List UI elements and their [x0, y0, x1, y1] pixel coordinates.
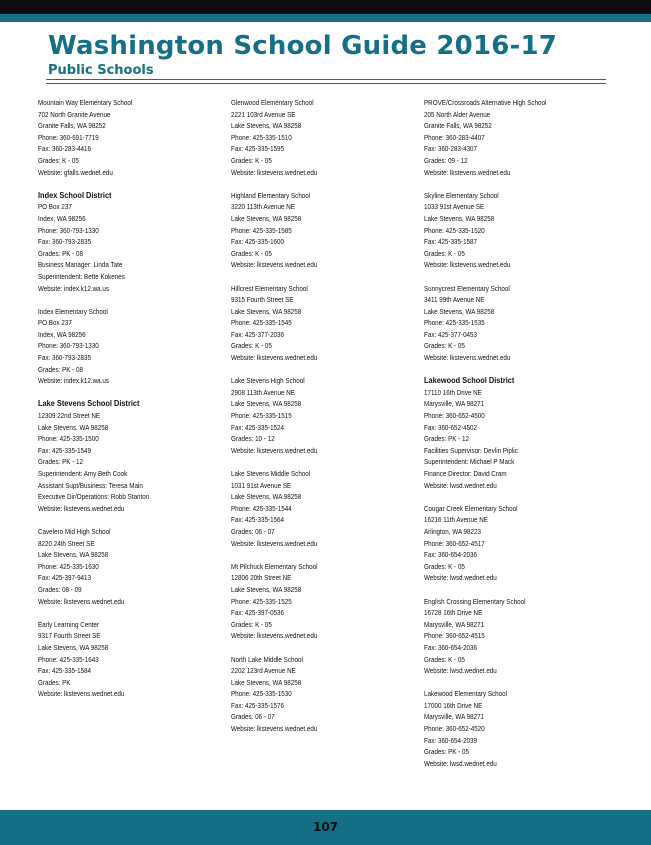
school-name: Lakewood Elementary School	[424, 689, 508, 699]
city-line: Index, WA 98256	[38, 213, 86, 223]
city-line: Lake Stevens, WA 98258	[424, 306, 495, 316]
school-name: Cougar Creek Elementary School	[424, 503, 518, 513]
phone-line: Phone: 360-793-1330	[38, 341, 99, 351]
grades-line: Grades: K - 05	[424, 248, 465, 258]
fax-line: Fax: 360-283-4416	[38, 144, 92, 154]
school-name: Index Elementary School	[38, 306, 108, 316]
address-line: 17110 16th Drive NE	[424, 387, 482, 397]
entry-line: Facilities Supervisor: Devlin Piplic	[424, 445, 518, 455]
school-entry	[424, 97, 614, 178]
website-line: Website: lkstevens.wednet.edu	[38, 689, 125, 699]
city-line: Lake Stevens, WA 98258	[38, 550, 109, 560]
phone-line: Phone: 360-793-1330	[38, 225, 99, 235]
fax-line: Fax: 425-335-1549	[38, 445, 92, 455]
phone-line: Phone: 360-283-4407	[424, 132, 485, 142]
grades-line: Grades: PK - 08	[38, 248, 84, 258]
website-line: Website: lwsd.wednet.edu	[424, 480, 497, 490]
grades-line: Grades: K - 05	[231, 155, 272, 165]
fax-line: Fax: 425-335-1576	[231, 700, 285, 710]
school-entry	[38, 619, 228, 700]
phone-line: Phone: 425-335-1510	[231, 132, 292, 142]
school-name: Glenwood Elementary School	[231, 98, 314, 107]
phone-line: Phone: 360-652-4515	[424, 631, 485, 641]
address-line: PO Box 237	[38, 202, 72, 212]
school-name: English Crossing Elementary School	[424, 596, 526, 606]
school-entry	[38, 97, 228, 178]
school-entry	[38, 306, 228, 387]
address-line: 702 North Granite Avenue	[38, 109, 111, 119]
address-line: 17000 16th Drive NE	[424, 700, 483, 710]
address-line: 205 North Alder Avenue	[424, 109, 491, 119]
fax-line: Fax: 425-335-1524	[231, 422, 285, 432]
phone-line: Phone: 360-691-7719	[38, 132, 99, 142]
city-line: Granite Falls, WA 98252	[38, 121, 106, 131]
grades-line: Grades: PK - 12	[38, 457, 84, 467]
address-line: PO Box 237	[38, 318, 72, 328]
grades-line: Grades: 10 - 12	[231, 434, 275, 444]
fax-line: Fax: 425-335-1587	[424, 237, 478, 247]
website-line: Website: lkstevens.wednet.edu	[231, 167, 318, 177]
address-line: 16728 16th Drive NE	[424, 608, 483, 618]
address-line: 8220 24th Street SE	[38, 538, 95, 548]
school-entry	[424, 596, 614, 677]
grades-line: Grades: K - 05	[424, 341, 465, 351]
city-line: Marysville, WA 98271	[424, 399, 485, 409]
school-entry	[231, 190, 421, 271]
address-line: 9315 Fourth Street SE	[231, 295, 294, 305]
phone-line: Phone: 425-335-1545	[231, 318, 292, 328]
grades-line: Grades: PK - 08	[38, 364, 84, 374]
school-entry	[231, 468, 421, 549]
address-line: 16216 11th Avenue NE	[424, 515, 488, 525]
phone-line: Phone: 425-335-1630	[38, 561, 99, 571]
website-line: Website: lkstevens.wednet.edu	[231, 724, 318, 734]
phone-line: Phone: 425-335-1643	[38, 654, 99, 664]
page-number: 107	[312, 820, 339, 834]
header-rule-bottom	[46, 83, 606, 84]
grades-line: Grades: K - 05	[231, 248, 272, 258]
grades-line: Grades: K - 05	[424, 561, 465, 571]
phone-line: Phone: 360-652-4517	[424, 538, 485, 548]
grades-line: Grades: 08 - 09	[38, 584, 82, 594]
city-line: Lake Stevens, WA 98258	[38, 642, 109, 652]
district-name: Lake Stevens School District	[38, 398, 140, 409]
fax-line: Fax: 360-654-2039	[424, 735, 478, 745]
website-line: Website: lkstevens.wednet.edu	[231, 631, 318, 641]
fax-line: Fax: 425-335-1564	[231, 515, 285, 525]
city-line: Lake Stevens, WA 98258	[424, 213, 495, 223]
address-line: 2221 103rd Avenue SE	[231, 109, 296, 119]
header-rule-top	[46, 79, 606, 80]
grades-line: Grades: K - 05	[424, 654, 465, 664]
website-line: Website: lkstevens.wednet.edu	[38, 503, 125, 513]
address-line: 12309 22nd Street NE	[38, 411, 101, 421]
website-line: Website: lwsd.wednet.edu	[424, 666, 497, 676]
listing-column-3	[424, 97, 614, 781]
school-name: Mt Pilchuck Elementary School	[231, 561, 318, 571]
address-line: 2202 123rd Avenue NE	[231, 666, 296, 676]
grades-line: Grades: PK - 12	[424, 434, 470, 444]
top-accent-bar	[0, 14, 651, 22]
city-line: Lake Stevens, WA 98258	[231, 492, 302, 502]
website-line: Website: lkstevens.wednet.edu	[231, 538, 318, 548]
district-name: Index School District	[38, 189, 112, 200]
school-name: Mountain Way Elementary School	[38, 98, 133, 107]
school-entry	[231, 654, 421, 735]
phone-line: Phone: 425-335-1525	[231, 596, 292, 606]
city-line: Index, WA 98256	[38, 329, 86, 339]
city-line: Lake Stevens, WA 98258	[231, 121, 302, 131]
city-line: Lake Stevens, WA 98258	[231, 213, 302, 223]
school-name: Hillcrest Elementary School	[231, 283, 308, 293]
address-line: 3411 99th Avenue NE	[424, 295, 485, 305]
phone-line: Phone: 360-652-4500	[424, 411, 485, 421]
website-line: Website: gfalls.wednet.edu	[38, 167, 113, 177]
top-black-bar	[0, 0, 651, 14]
school-name: Early Learning Center	[38, 619, 100, 629]
fax-line: Fax: 360-654-2036	[424, 550, 478, 560]
city-line: Lake Stevens, WA 98258	[231, 399, 302, 409]
school-name: North Lake Middle School	[231, 654, 303, 664]
city-line: Arlington, WA 98223	[424, 526, 481, 536]
city-line: Lake Stevens, WA 98258	[231, 306, 302, 316]
fax-line: Fax: 360-793-2835	[38, 353, 92, 363]
city-line: Lake Stevens, WA 98258	[231, 584, 302, 594]
school-entry	[424, 503, 614, 584]
address-line: 12806 20th Street NE	[231, 573, 292, 583]
school-name: Highland Elementary School	[231, 190, 311, 200]
phone-line: Phone: 425-335-1535	[424, 318, 485, 328]
website-line: Website: lkstevens.wednet.edu	[424, 353, 511, 363]
fax-line: Fax: 425-335-1595	[231, 144, 285, 154]
grades-line: Grades: 06 - 07	[231, 712, 275, 722]
school-entry	[231, 375, 421, 456]
fax-line: Fax: 425-335-1600	[231, 237, 285, 247]
fax-line: Fax: 425-377-0453	[424, 329, 478, 339]
phone-line: Phone: 425-335-1515	[231, 411, 292, 421]
grades-line: Grades: K - 05	[38, 155, 79, 165]
website-line: Website: lkstevens.wednet.edu	[231, 353, 318, 363]
entry-line: Superintendent: Amy Beth Cook	[38, 469, 128, 478]
city-line: Granite Falls, WA 98252	[424, 121, 492, 131]
phone-line: Phone: 425-335-1520	[424, 225, 485, 235]
website-line: Website: lwsd.wednet.edu	[424, 758, 497, 768]
page-title: Washington School Guide 2016-17	[48, 31, 558, 61]
phone-line: Phone: 425-335-1585	[231, 225, 292, 235]
grades-line: Grades: PK - 05	[424, 747, 470, 757]
phone-line: Phone: 425-335-1500	[38, 434, 99, 444]
grades-line: Grades: 06 - 07	[231, 526, 275, 536]
address-line: 1031 91st Avenue SE	[231, 480, 292, 490]
entry-line: Superintendent: Bette Kokenes	[38, 271, 125, 281]
fax-line: Fax: 425-397-9413	[38, 573, 92, 583]
grades-line: Grades: 09 - 12	[424, 155, 468, 165]
page-subtitle: Public Schools	[48, 63, 154, 78]
fax-line: Fax: 360-652-4502	[424, 422, 478, 432]
website-line: Website: index.k12.wa.us	[38, 283, 110, 293]
school-entry	[424, 688, 614, 769]
city-line: Lake Stevens, WA 98258	[231, 677, 302, 687]
school-name: Skyline Elementary School	[424, 190, 499, 200]
school-name: Sunnycrest Elementary School	[424, 283, 510, 293]
school-name: Lake Stevens High School	[231, 376, 305, 386]
grades-line: Grades: K - 05	[231, 341, 272, 351]
city-line: Lake Stevens, WA 98258	[38, 422, 109, 432]
fax-line: Fax: 360-283-4307	[424, 144, 478, 154]
fax-line: Fax: 360-793-2835	[38, 237, 92, 247]
school-entry	[231, 97, 421, 178]
school-entry	[424, 190, 614, 271]
school-name: Cavelero Mid High School	[38, 526, 111, 536]
website-line: Website: lkstevens.wednet.edu	[231, 260, 318, 270]
school-entry	[231, 561, 421, 642]
website-line: Website: lkstevens.wednet.edu	[38, 596, 125, 606]
address-line: 3220 113th Avenue NE	[231, 202, 295, 212]
district-name: Lakewood School District	[424, 375, 515, 386]
address-line: 9317 Fourth Street SE	[38, 631, 101, 641]
city-line: Marysville, WA 98271	[424, 619, 485, 629]
listing-column-2	[231, 97, 421, 746]
entry-line: Finance Director: David Cram	[424, 469, 507, 478]
district-entry	[424, 375, 614, 491]
school-entry	[231, 283, 421, 364]
address-line: 1033 91st Avenue SE	[424, 202, 485, 212]
grades-line: Grades: PK	[38, 677, 71, 687]
phone-line: Phone: 425-335-1544	[231, 503, 292, 513]
website-line: Website: lwsd.wednet.edu	[424, 573, 497, 583]
city-line: Marysville, WA 98271	[424, 712, 485, 722]
entry-line: Assistant Supt/Business: Teresa Main	[38, 480, 143, 490]
school-entry	[424, 283, 614, 364]
district-entry	[38, 398, 228, 514]
school-entry	[38, 526, 228, 607]
listing-column-1	[38, 97, 228, 711]
fax-line: Fax: 360-654-2036	[424, 642, 478, 652]
school-name: Lake Stevens Middle School	[231, 469, 311, 478]
fax-line: Fax: 425-397-0536	[231, 608, 285, 618]
website-line: Website: lkstevens.wednet.edu	[231, 445, 318, 455]
district-entry	[38, 190, 228, 294]
school-name: PROVE/Crossroads Alternative High School	[424, 98, 547, 107]
fax-line: Fax: 425-377-2036	[231, 329, 285, 339]
address-line: 2908 113th Avenue NE	[231, 387, 295, 397]
entry-line: Business Manager: Linda Tate	[38, 260, 123, 270]
website-line: Website: index.k12.wa.us	[38, 376, 110, 386]
website-line: Website: lkstevens.wednet.edu	[424, 167, 511, 177]
website-line: Website: lkstevens.wednet.edu	[424, 260, 511, 270]
grades-line: Grades: K - 05	[231, 619, 272, 629]
fax-line: Fax: 425-335-1584	[38, 666, 92, 676]
entry-line: Superintendent: Michael P Mack	[424, 457, 515, 467]
phone-line: Phone: 425-335-1530	[231, 689, 292, 699]
phone-line: Phone: 360-652-4520	[424, 724, 485, 734]
entry-line: Executive Dir/Operations: Robb Stanton	[38, 492, 150, 502]
